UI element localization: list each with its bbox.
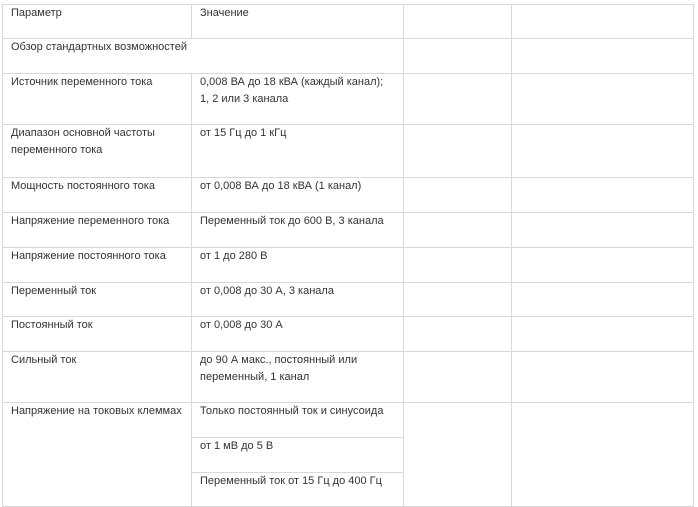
empty-cell bbox=[404, 39, 512, 74]
value-cell: Переменный ток от 15 Гц до 400 Гц bbox=[192, 473, 404, 507]
empty-cell bbox=[404, 352, 512, 403]
empty-cell bbox=[512, 352, 694, 403]
empty-cell bbox=[404, 283, 512, 317]
empty-cell bbox=[512, 125, 694, 178]
empty-cell bbox=[512, 74, 694, 125]
value-cell: от 1 до 280 В bbox=[192, 248, 404, 283]
value-cell: до 90 А макс., постоянный или переменный, 1 канал bbox=[192, 352, 404, 403]
header-param-cell: Параметр bbox=[3, 5, 192, 39]
value-cell: от 0,008 ВА до 18 кВА (1 канал) bbox=[192, 178, 404, 213]
empty-cell bbox=[404, 317, 512, 352]
table-row bbox=[3, 283, 694, 317]
param-cell: Сильный ток bbox=[3, 352, 192, 403]
section-title: Обзор стандартных возможностей bbox=[3, 39, 404, 74]
table-row bbox=[3, 317, 694, 352]
value-cell: Переменный ток до 600 В, 3 канала bbox=[192, 213, 404, 248]
value-cell: от 1 мВ до 5 В bbox=[192, 438, 404, 473]
empty-cell bbox=[512, 178, 694, 213]
empty-cell bbox=[404, 213, 512, 248]
empty-cell bbox=[404, 178, 512, 213]
empty-cell bbox=[512, 248, 694, 283]
section-row bbox=[3, 39, 694, 74]
param-cell: Напряжение постоянного тока bbox=[3, 248, 192, 283]
table-row bbox=[3, 403, 694, 438]
empty-cell bbox=[512, 39, 694, 74]
empty-cell bbox=[512, 283, 694, 317]
table-row bbox=[3, 248, 694, 283]
param-cell: Напряжение переменного тока bbox=[3, 213, 192, 248]
empty-cell bbox=[512, 5, 694, 39]
param-cell: Диапазон основной частоты переменного тока bbox=[3, 125, 192, 178]
empty-cell bbox=[404, 248, 512, 283]
value-cell: от 15 Гц до 1 кГц bbox=[192, 125, 404, 178]
empty-cell bbox=[404, 5, 512, 39]
table-row bbox=[3, 178, 694, 213]
param-cell: Постоянный ток bbox=[3, 317, 192, 352]
header-value-cell: Значение bbox=[192, 5, 404, 39]
empty-cell bbox=[512, 403, 694, 507]
empty-cell bbox=[512, 213, 694, 248]
param-cell: Мощность постоянного тока bbox=[3, 178, 192, 213]
empty-cell bbox=[404, 125, 512, 178]
table-row bbox=[3, 213, 694, 248]
empty-cell bbox=[404, 74, 512, 125]
value-cell: от 0,008 до 30 А, 3 канала bbox=[192, 283, 404, 317]
value-cell: 0,008 ВА до 18 кВА (каждый канал); 1, 2 или 3 канала bbox=[192, 74, 404, 125]
param-cell: Переменный ток bbox=[3, 283, 192, 317]
empty-cell bbox=[404, 403, 512, 507]
specifications-table bbox=[2, 4, 694, 507]
value-cell: Только постоянный ток и синусоида bbox=[192, 403, 404, 438]
table-header-row bbox=[3, 5, 694, 39]
param-cell: Напряжение на токовых клеммах bbox=[3, 403, 192, 507]
param-cell: Источник переменного тока bbox=[3, 74, 192, 125]
empty-cell bbox=[512, 317, 694, 352]
table-row bbox=[3, 125, 694, 178]
table-row bbox=[3, 352, 694, 403]
value-cell: от 0,008 до 30 А bbox=[192, 317, 404, 352]
table-row bbox=[3, 74, 694, 125]
